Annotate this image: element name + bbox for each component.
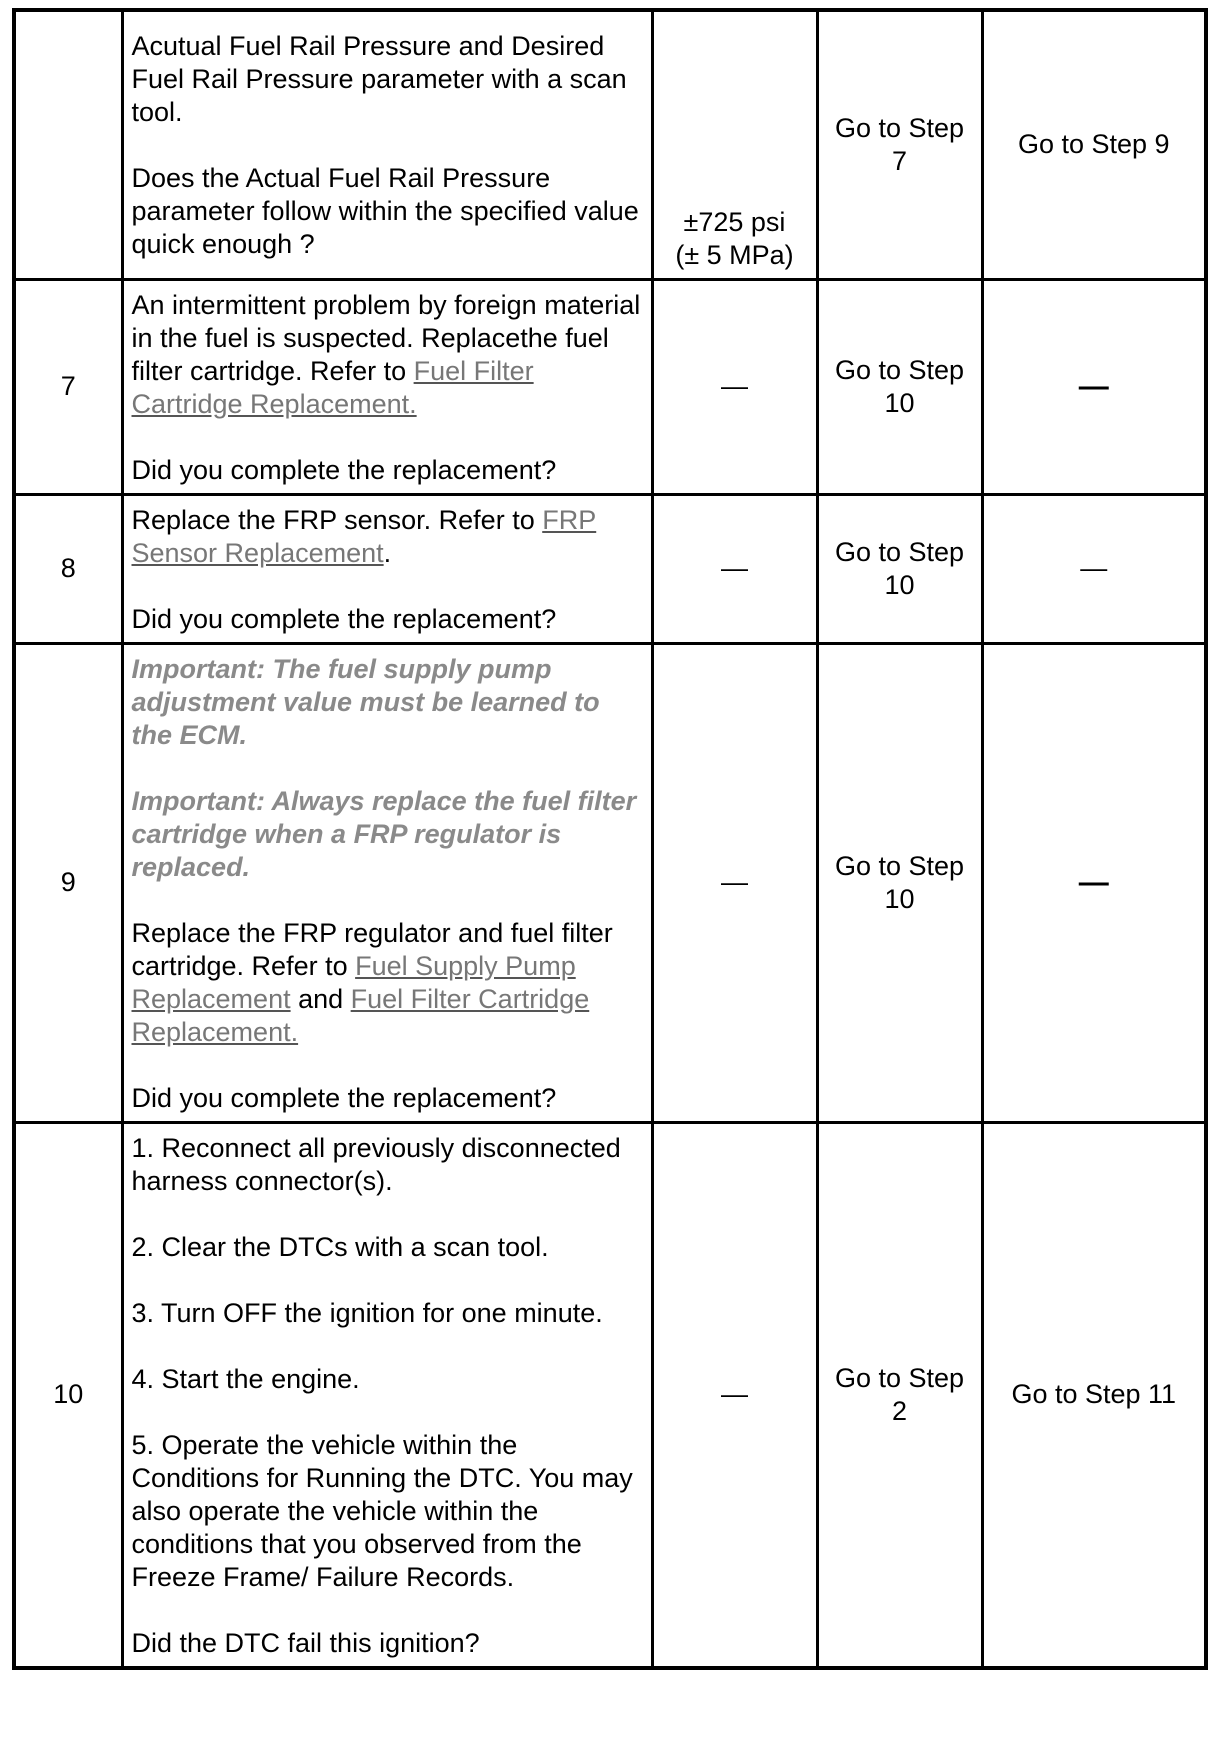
step-number-cell	[14, 10, 122, 279]
action-text	[132, 917, 645, 1049]
action-cell	[122, 1122, 652, 1668]
value-mpa: (± 5 MPa)	[675, 239, 794, 270]
diagnostic-table	[12, 8, 1208, 1670]
no-cell: Go to Step 11	[982, 1122, 1206, 1668]
step-instruction-3: 3. Turn OFF the ignition for one minute.	[131, 1297, 603, 1328]
yes-cell	[817, 494, 982, 643]
no-cell	[982, 279, 1206, 494]
important-note-replace-filter: Important: Always replace the fuel filter cartridge when a FRP regulator is replaced.	[131, 785, 637, 882]
action-question: Did you complete the replacement?	[131, 454, 557, 485]
value-cell: —	[652, 643, 817, 1122]
value-cell: —	[652, 494, 817, 643]
no-dash: —	[1078, 369, 1109, 403]
fuel-filter-cartridge-replacement-link[interactable]: Fuel Filter Cartridge Replacement.	[131, 983, 590, 1047]
table-row-step-6-continued	[14, 10, 1206, 279]
action-question: Did the DTC fail this ignition?	[131, 1627, 480, 1658]
yes-goto-text: Go to Step 10	[834, 354, 965, 418]
step-number-cell: 7	[14, 279, 122, 494]
action-question: Does the Actual Fuel Rail Pressure parameter follow within the specified value quick enough ?	[131, 163, 639, 260]
value-cell: —	[652, 1122, 817, 1668]
action-text-body: An intermittent problem by foreign material in the fuel is suspected. Replacethe fuel filter cartridge. Refer to	[131, 289, 641, 386]
action-question: Did you complete the replacement?	[131, 603, 557, 634]
value-cell	[652, 10, 817, 279]
table-row-step-10	[14, 1122, 1206, 1668]
table-row-step-8	[14, 494, 1206, 643]
action-text	[132, 504, 645, 570]
yes-goto-text: Go to Step 10	[834, 536, 965, 600]
no-cell: Go to Step 9	[982, 10, 1206, 279]
action-text	[132, 289, 645, 421]
yes-goto-text: Go to Step 7	[834, 112, 965, 176]
action-text-body: Replace the FRP sensor. Refer to	[131, 504, 543, 535]
important-note-learn-ecm: Important: The fuel supply pump adjustment value must be learned to the ECM.	[131, 653, 600, 750]
step-instruction-2: 2. Clear the DTCs with a scan tool.	[131, 1231, 549, 1262]
value-cell: —	[652, 279, 817, 494]
step-instruction-4: 4. Start the engine.	[131, 1363, 360, 1394]
yes-cell	[817, 1122, 982, 1668]
fuel-supply-pump-replacement-link[interactable]: Fuel Supply Pump Replacement	[131, 950, 576, 1014]
step-instruction-1: 1. Reconnect all previously disconnected harness connector(s).	[131, 1132, 621, 1196]
yes-goto-text: Go to Step 10	[834, 850, 965, 914]
action-cell	[122, 10, 652, 279]
fuel-filter-cartridge-replacement-link[interactable]: Fuel Filter Cartridge Replacement.	[131, 355, 534, 419]
no-cell	[982, 643, 1206, 1122]
action-question: Did you complete the replacement?	[131, 1082, 557, 1113]
table-row-step-9	[14, 643, 1206, 1122]
table-row-step-7	[14, 279, 1206, 494]
step-number-cell: 9	[14, 643, 122, 1122]
step-instruction-5: 5. Operate the vehicle within the Conditions for Running the DTC. You may also operate the vehicle within the conditions that you observed from the Freeze Frame/ Failure Records.	[131, 1429, 633, 1592]
step-number-cell: 8	[14, 494, 122, 643]
action-cell	[122, 643, 652, 1122]
frp-sensor-replacement-link[interactable]: FRP Sensor Replacement	[131, 504, 597, 568]
action-cell	[122, 279, 652, 494]
yes-cell	[817, 10, 982, 279]
value-psi: ±725 psi	[683, 206, 786, 237]
action-text-and: and	[290, 983, 351, 1014]
action-cell	[122, 494, 652, 643]
action-text-tail: .	[383, 537, 392, 568]
action-text: Acutual Fuel Rail Pressure and Desired Fuel Rail Pressure parameter with a scan tool.	[131, 31, 627, 128]
no-cell: —	[982, 494, 1206, 643]
yes-cell	[817, 279, 982, 494]
step-number-cell: 10	[14, 1122, 122, 1668]
yes-goto-text: Go to Step 2	[834, 1362, 965, 1426]
action-text-body: Replace the FRP regulator and fuel filter cartridge. Refer to	[131, 917, 613, 981]
yes-cell	[817, 643, 982, 1122]
no-dash: —	[1078, 865, 1109, 899]
